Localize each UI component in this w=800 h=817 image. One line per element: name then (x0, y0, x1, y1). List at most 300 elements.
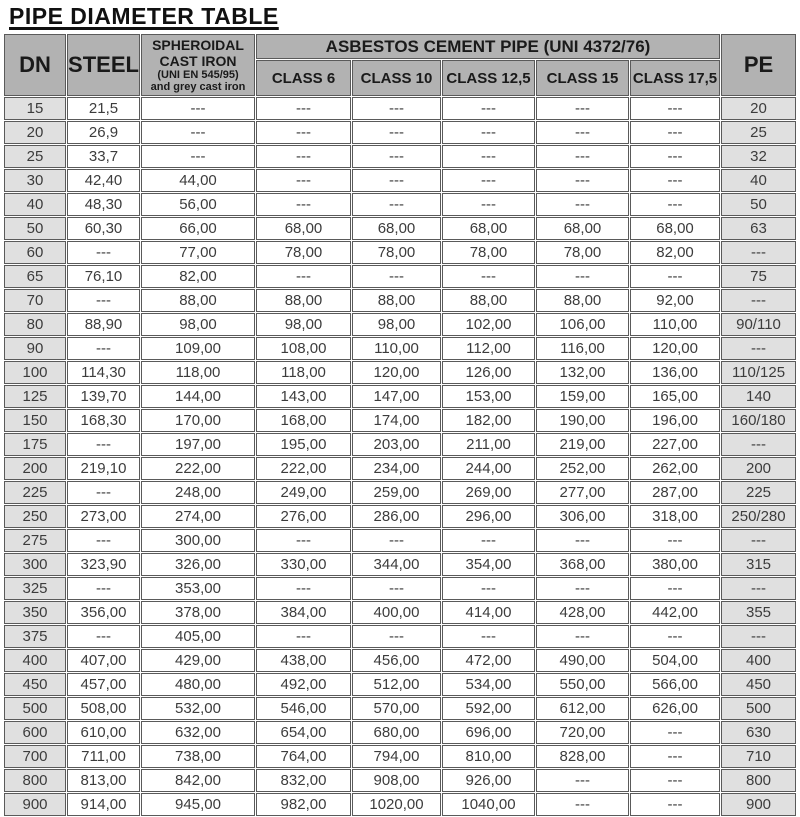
cell-class12_5: --- (442, 265, 535, 288)
cell-class6: --- (256, 529, 351, 552)
header-spheroidal (141, 34, 255, 96)
cell-spheroidal: 945,00 (141, 793, 255, 816)
table-row (4, 481, 796, 504)
table-row (4, 577, 796, 600)
cell-class17_5: 165,00 (630, 385, 720, 408)
cell-class10: 147,00 (352, 385, 441, 408)
cell-steel: --- (67, 337, 140, 360)
cell-class12_5: 112,00 (442, 337, 535, 360)
table-row (4, 265, 796, 288)
cell-spheroidal: 170,00 (141, 409, 255, 432)
cell-spheroidal: 378,00 (141, 601, 255, 624)
table-row (4, 457, 796, 480)
cell-pe: 32 (721, 145, 796, 168)
cell-class12_5: 88,00 (442, 289, 535, 312)
cell-spheroidal: 405,00 (141, 625, 255, 648)
cell-steel: 26,9 (67, 121, 140, 144)
cell-class17_5: 504,00 (630, 649, 720, 672)
cell-class10: 88,00 (352, 289, 441, 312)
cell-class12_5: 211,00 (442, 433, 535, 456)
cell-spheroidal: --- (141, 145, 255, 168)
cell-class17_5: --- (630, 145, 720, 168)
cell-class6: 249,00 (256, 481, 351, 504)
cell-class10: 794,00 (352, 745, 441, 768)
cell-steel: 273,00 (67, 505, 140, 528)
cell-class17_5: --- (630, 265, 720, 288)
cell-class6: 276,00 (256, 505, 351, 528)
cell-class15: 116,00 (536, 337, 629, 360)
cell-pe: 900 (721, 793, 796, 816)
cell-pe: 450 (721, 673, 796, 696)
cell-class15: 106,00 (536, 313, 629, 336)
cell-class6: 195,00 (256, 433, 351, 456)
cell-class17_5: --- (630, 793, 720, 816)
cell-class17_5: --- (630, 625, 720, 648)
cell-class10: 203,00 (352, 433, 441, 456)
cell-class17_5: --- (630, 121, 720, 144)
cell-class15: 306,00 (536, 505, 629, 528)
cell-class17_5: --- (630, 769, 720, 792)
cell-steel: 168,30 (67, 409, 140, 432)
cell-pe: --- (721, 337, 796, 360)
cell-spheroidal: 77,00 (141, 241, 255, 264)
cell-steel: 813,00 (67, 769, 140, 792)
cell-class12_5: 472,00 (442, 649, 535, 672)
cell-class15: 190,00 (536, 409, 629, 432)
cell-steel: 60,30 (67, 217, 140, 240)
cell-class6: --- (256, 265, 351, 288)
cell-dn: 300 (4, 553, 66, 576)
cell-class12_5: 592,00 (442, 697, 535, 720)
cell-class17_5: 227,00 (630, 433, 720, 456)
cell-class6: 982,00 (256, 793, 351, 816)
cell-spheroidal: 98,00 (141, 313, 255, 336)
cell-steel: --- (67, 481, 140, 504)
cell-pe: 710 (721, 745, 796, 768)
cell-class12_5: 696,00 (442, 721, 535, 744)
cell-class6: --- (256, 145, 351, 168)
cell-class17_5: 566,00 (630, 673, 720, 696)
cell-class10: 68,00 (352, 217, 441, 240)
cell-class12_5: --- (442, 529, 535, 552)
table-row (4, 649, 796, 672)
cell-dn: 800 (4, 769, 66, 792)
table-row (4, 409, 796, 432)
cell-class12_5: 269,00 (442, 481, 535, 504)
cell-class6: --- (256, 97, 351, 120)
cell-class10: --- (352, 529, 441, 552)
cell-pe: 315 (721, 553, 796, 576)
cell-spheroidal: --- (141, 121, 255, 144)
cell-pe: --- (721, 529, 796, 552)
cell-class10: --- (352, 577, 441, 600)
cell-class6: 764,00 (256, 745, 351, 768)
cell-dn: 60 (4, 241, 66, 264)
cell-class17_5: 262,00 (630, 457, 720, 480)
cell-spheroidal: 88,00 (141, 289, 255, 312)
cell-class12_5: 1040,00 (442, 793, 535, 816)
cell-class17_5: 136,00 (630, 361, 720, 384)
cell-dn: 900 (4, 793, 66, 816)
cell-dn: 200 (4, 457, 66, 480)
cell-class12_5: 244,00 (442, 457, 535, 480)
table-row (4, 241, 796, 264)
cell-spheroidal: 429,00 (141, 649, 255, 672)
cell-class10: 400,00 (352, 601, 441, 624)
cell-class17_5: --- (630, 529, 720, 552)
cell-class17_5: 287,00 (630, 481, 720, 504)
header-pe: PE (721, 34, 796, 96)
cell-class6: 68,00 (256, 217, 351, 240)
cell-class12_5: 296,00 (442, 505, 535, 528)
header-spheroidal-line3: (UNI EN 545/95) (157, 69, 239, 81)
cell-class6: 108,00 (256, 337, 351, 360)
cell-spheroidal: 274,00 (141, 505, 255, 528)
cell-class10: 680,00 (352, 721, 441, 744)
cell-pe: 200 (721, 457, 796, 480)
cell-class17_5: 92,00 (630, 289, 720, 312)
cell-class15: 720,00 (536, 721, 629, 744)
cell-class17_5: 110,00 (630, 313, 720, 336)
cell-dn: 80 (4, 313, 66, 336)
cell-dn: 70 (4, 289, 66, 312)
cell-class10: 570,00 (352, 697, 441, 720)
cell-steel: 21,5 (67, 97, 140, 120)
cell-class6: 78,00 (256, 241, 351, 264)
cell-class15: 252,00 (536, 457, 629, 480)
cell-dn: 375 (4, 625, 66, 648)
cell-spheroidal: 532,00 (141, 697, 255, 720)
cell-steel: 48,30 (67, 193, 140, 216)
cell-dn: 20 (4, 121, 66, 144)
cell-steel: 457,00 (67, 673, 140, 696)
cell-class15: 78,00 (536, 241, 629, 264)
table-row (4, 97, 796, 120)
cell-class17_5: 442,00 (630, 601, 720, 624)
cell-class15: 219,00 (536, 433, 629, 456)
cell-class6: 832,00 (256, 769, 351, 792)
table-row (4, 625, 796, 648)
cell-spheroidal: 144,00 (141, 385, 255, 408)
header-class-17-5: CLASS 17,5 (630, 60, 720, 96)
cell-steel: --- (67, 625, 140, 648)
cell-steel: 711,00 (67, 745, 140, 768)
cell-class12_5: 78,00 (442, 241, 535, 264)
table-row (4, 721, 796, 744)
cell-class10: 1020,00 (352, 793, 441, 816)
table-row (4, 289, 796, 312)
header-class-15: CLASS 15 (536, 60, 629, 96)
cell-class10: --- (352, 97, 441, 120)
cell-class15: 828,00 (536, 745, 629, 768)
cell-class6: 118,00 (256, 361, 351, 384)
cell-steel: 33,7 (67, 145, 140, 168)
cell-class10: 286,00 (352, 505, 441, 528)
cell-class6: 438,00 (256, 649, 351, 672)
cell-pe: 63 (721, 217, 796, 240)
cell-class17_5: --- (630, 169, 720, 192)
cell-pe: 250/280 (721, 505, 796, 528)
cell-pe: --- (721, 433, 796, 456)
cell-spheroidal: 222,00 (141, 457, 255, 480)
cell-class6: --- (256, 121, 351, 144)
cell-class6: 143,00 (256, 385, 351, 408)
cell-spheroidal: --- (141, 97, 255, 120)
table-row (4, 745, 796, 768)
cell-class12_5: 126,00 (442, 361, 535, 384)
cell-class10: 98,00 (352, 313, 441, 336)
cell-dn: 100 (4, 361, 66, 384)
cell-pe: 140 (721, 385, 796, 408)
cell-spheroidal: 480,00 (141, 673, 255, 696)
cell-class6: 222,00 (256, 457, 351, 480)
cell-class17_5: --- (630, 745, 720, 768)
cell-class6: --- (256, 169, 351, 192)
header-spheroidal-line2: CAST IRON (159, 53, 237, 69)
cell-class12_5: 68,00 (442, 217, 535, 240)
cell-class10: 344,00 (352, 553, 441, 576)
cell-class15: 490,00 (536, 649, 629, 672)
cell-class10: 259,00 (352, 481, 441, 504)
cell-steel: 139,70 (67, 385, 140, 408)
cell-class6: --- (256, 625, 351, 648)
cell-class12_5: --- (442, 625, 535, 648)
cell-class15: --- (536, 121, 629, 144)
cell-steel: 42,40 (67, 169, 140, 192)
header-asbestos: ASBESTOS CEMENT PIPE (UNI 4372/76) (256, 34, 720, 59)
cell-dn: 175 (4, 433, 66, 456)
cell-pe: 50 (721, 193, 796, 216)
cell-class6: 330,00 (256, 553, 351, 576)
cell-dn: 15 (4, 97, 66, 120)
table-row (4, 793, 796, 816)
cell-class15: 68,00 (536, 217, 629, 240)
cell-spheroidal: 248,00 (141, 481, 255, 504)
cell-class12_5: --- (442, 121, 535, 144)
cell-class6: 88,00 (256, 289, 351, 312)
cell-class12_5: 414,00 (442, 601, 535, 624)
cell-class10: --- (352, 265, 441, 288)
table-row (4, 673, 796, 696)
cell-class15: --- (536, 529, 629, 552)
cell-pe: 75 (721, 265, 796, 288)
cell-class12_5: --- (442, 577, 535, 600)
cell-class17_5: 68,00 (630, 217, 720, 240)
cell-dn: 40 (4, 193, 66, 216)
cell-class10: 234,00 (352, 457, 441, 480)
cell-class15: 612,00 (536, 697, 629, 720)
table-row (4, 553, 796, 576)
cell-dn: 400 (4, 649, 66, 672)
cell-class12_5: --- (442, 145, 535, 168)
cell-spheroidal: 44,00 (141, 169, 255, 192)
cell-pe: 25 (721, 121, 796, 144)
cell-dn: 125 (4, 385, 66, 408)
cell-steel: 508,00 (67, 697, 140, 720)
cell-pe: --- (721, 241, 796, 264)
cell-class15: --- (536, 145, 629, 168)
table-row (4, 361, 796, 384)
cell-class12_5: 182,00 (442, 409, 535, 432)
cell-class6: 384,00 (256, 601, 351, 624)
cell-pe: 355 (721, 601, 796, 624)
table-row (4, 769, 796, 792)
table-row (4, 433, 796, 456)
cell-class17_5: 82,00 (630, 241, 720, 264)
cell-dn: 90 (4, 337, 66, 360)
cell-class15: --- (536, 577, 629, 600)
cell-class12_5: 153,00 (442, 385, 535, 408)
header-steel: STEEL (67, 34, 140, 96)
cell-class12_5: 102,00 (442, 313, 535, 336)
cell-steel: 610,00 (67, 721, 140, 744)
cell-class15: --- (536, 625, 629, 648)
cell-pe: 500 (721, 697, 796, 720)
cell-class15: --- (536, 97, 629, 120)
cell-spheroidal: 738,00 (141, 745, 255, 768)
cell-dn: 150 (4, 409, 66, 432)
table-row (4, 529, 796, 552)
cell-steel: --- (67, 577, 140, 600)
header-spheroidal-line4: and grey cast iron (150, 81, 246, 93)
cell-class10: 908,00 (352, 769, 441, 792)
cell-class12_5: --- (442, 193, 535, 216)
cell-class6: --- (256, 577, 351, 600)
header-class-12-5: CLASS 12,5 (442, 60, 535, 96)
cell-dn: 30 (4, 169, 66, 192)
cell-spheroidal: 109,00 (141, 337, 255, 360)
cell-class15: 132,00 (536, 361, 629, 384)
table-header (4, 34, 796, 96)
cell-spheroidal: 56,00 (141, 193, 255, 216)
cell-class10: 120,00 (352, 361, 441, 384)
cell-dn: 500 (4, 697, 66, 720)
table-body (4, 97, 796, 816)
cell-pe: 90/110 (721, 313, 796, 336)
header-spheroidal-line1: SPHEROIDAL (152, 37, 244, 53)
table-row (4, 193, 796, 216)
cell-spheroidal: 353,00 (141, 577, 255, 600)
cell-class10: 110,00 (352, 337, 441, 360)
cell-class12_5: --- (442, 97, 535, 120)
cell-pe: --- (721, 577, 796, 600)
cell-class6: 654,00 (256, 721, 351, 744)
table-row (4, 697, 796, 720)
cell-class17_5: 380,00 (630, 553, 720, 576)
cell-class15: 368,00 (536, 553, 629, 576)
cell-spheroidal: 326,00 (141, 553, 255, 576)
cell-class10: --- (352, 625, 441, 648)
cell-dn: 225 (4, 481, 66, 504)
cell-class17_5: --- (630, 97, 720, 120)
cell-class17_5: 318,00 (630, 505, 720, 528)
cell-dn: 600 (4, 721, 66, 744)
cell-steel: 356,00 (67, 601, 140, 624)
cell-class15: --- (536, 169, 629, 192)
cell-pe: 110/125 (721, 361, 796, 384)
cell-class6: 492,00 (256, 673, 351, 696)
cell-dn: 350 (4, 601, 66, 624)
cell-class15: --- (536, 265, 629, 288)
cell-class6: 546,00 (256, 697, 351, 720)
cell-spheroidal: 842,00 (141, 769, 255, 792)
cell-pe: 160/180 (721, 409, 796, 432)
cell-class12_5: --- (442, 169, 535, 192)
cell-pe: 40 (721, 169, 796, 192)
cell-class12_5: 354,00 (442, 553, 535, 576)
cell-steel: 76,10 (67, 265, 140, 288)
table-row (4, 505, 796, 528)
table-row (4, 217, 796, 240)
cell-class12_5: 926,00 (442, 769, 535, 792)
cell-class15: 159,00 (536, 385, 629, 408)
cell-class17_5: 626,00 (630, 697, 720, 720)
cell-class6: 168,00 (256, 409, 351, 432)
header-class-10: CLASS 10 (352, 60, 441, 96)
cell-pe: --- (721, 625, 796, 648)
cell-class15: --- (536, 793, 629, 816)
cell-steel: 914,00 (67, 793, 140, 816)
cell-pe: 630 (721, 721, 796, 744)
cell-dn: 25 (4, 145, 66, 168)
cell-class15: 428,00 (536, 601, 629, 624)
header-dn: DN (4, 34, 66, 96)
cell-steel: 88,90 (67, 313, 140, 336)
cell-spheroidal: 197,00 (141, 433, 255, 456)
cell-dn: 275 (4, 529, 66, 552)
cell-spheroidal: 66,00 (141, 217, 255, 240)
header-class-6: CLASS 6 (256, 60, 351, 96)
cell-class10: 512,00 (352, 673, 441, 696)
cell-class12_5: 810,00 (442, 745, 535, 768)
cell-steel: 323,90 (67, 553, 140, 576)
cell-class15: --- (536, 193, 629, 216)
cell-pe: 20 (721, 97, 796, 120)
cell-class17_5: --- (630, 577, 720, 600)
cell-class17_5: --- (630, 193, 720, 216)
cell-class15: 88,00 (536, 289, 629, 312)
table-row (4, 121, 796, 144)
page-title: PIPE DIAMETER TABLE (9, 3, 279, 29)
cell-steel: --- (67, 529, 140, 552)
cell-dn: 50 (4, 217, 66, 240)
cell-class17_5: 120,00 (630, 337, 720, 360)
cell-steel: --- (67, 433, 140, 456)
pipe-diameter-table (3, 33, 797, 817)
cell-class17_5: 196,00 (630, 409, 720, 432)
cell-class10: --- (352, 193, 441, 216)
cell-dn: 65 (4, 265, 66, 288)
cell-dn: 700 (4, 745, 66, 768)
cell-spheroidal: 300,00 (141, 529, 255, 552)
cell-dn: 450 (4, 673, 66, 696)
cell-steel: 114,30 (67, 361, 140, 384)
table-row (4, 601, 796, 624)
cell-spheroidal: 632,00 (141, 721, 255, 744)
cell-dn: 325 (4, 577, 66, 600)
cell-class12_5: 534,00 (442, 673, 535, 696)
cell-steel: 407,00 (67, 649, 140, 672)
cell-class10: --- (352, 169, 441, 192)
cell-class6: 98,00 (256, 313, 351, 336)
cell-spheroidal: 118,00 (141, 361, 255, 384)
table-row (4, 313, 796, 336)
cell-class15: 550,00 (536, 673, 629, 696)
cell-steel: 219,10 (67, 457, 140, 480)
cell-pe: 400 (721, 649, 796, 672)
cell-steel: --- (67, 241, 140, 264)
cell-class10: --- (352, 121, 441, 144)
